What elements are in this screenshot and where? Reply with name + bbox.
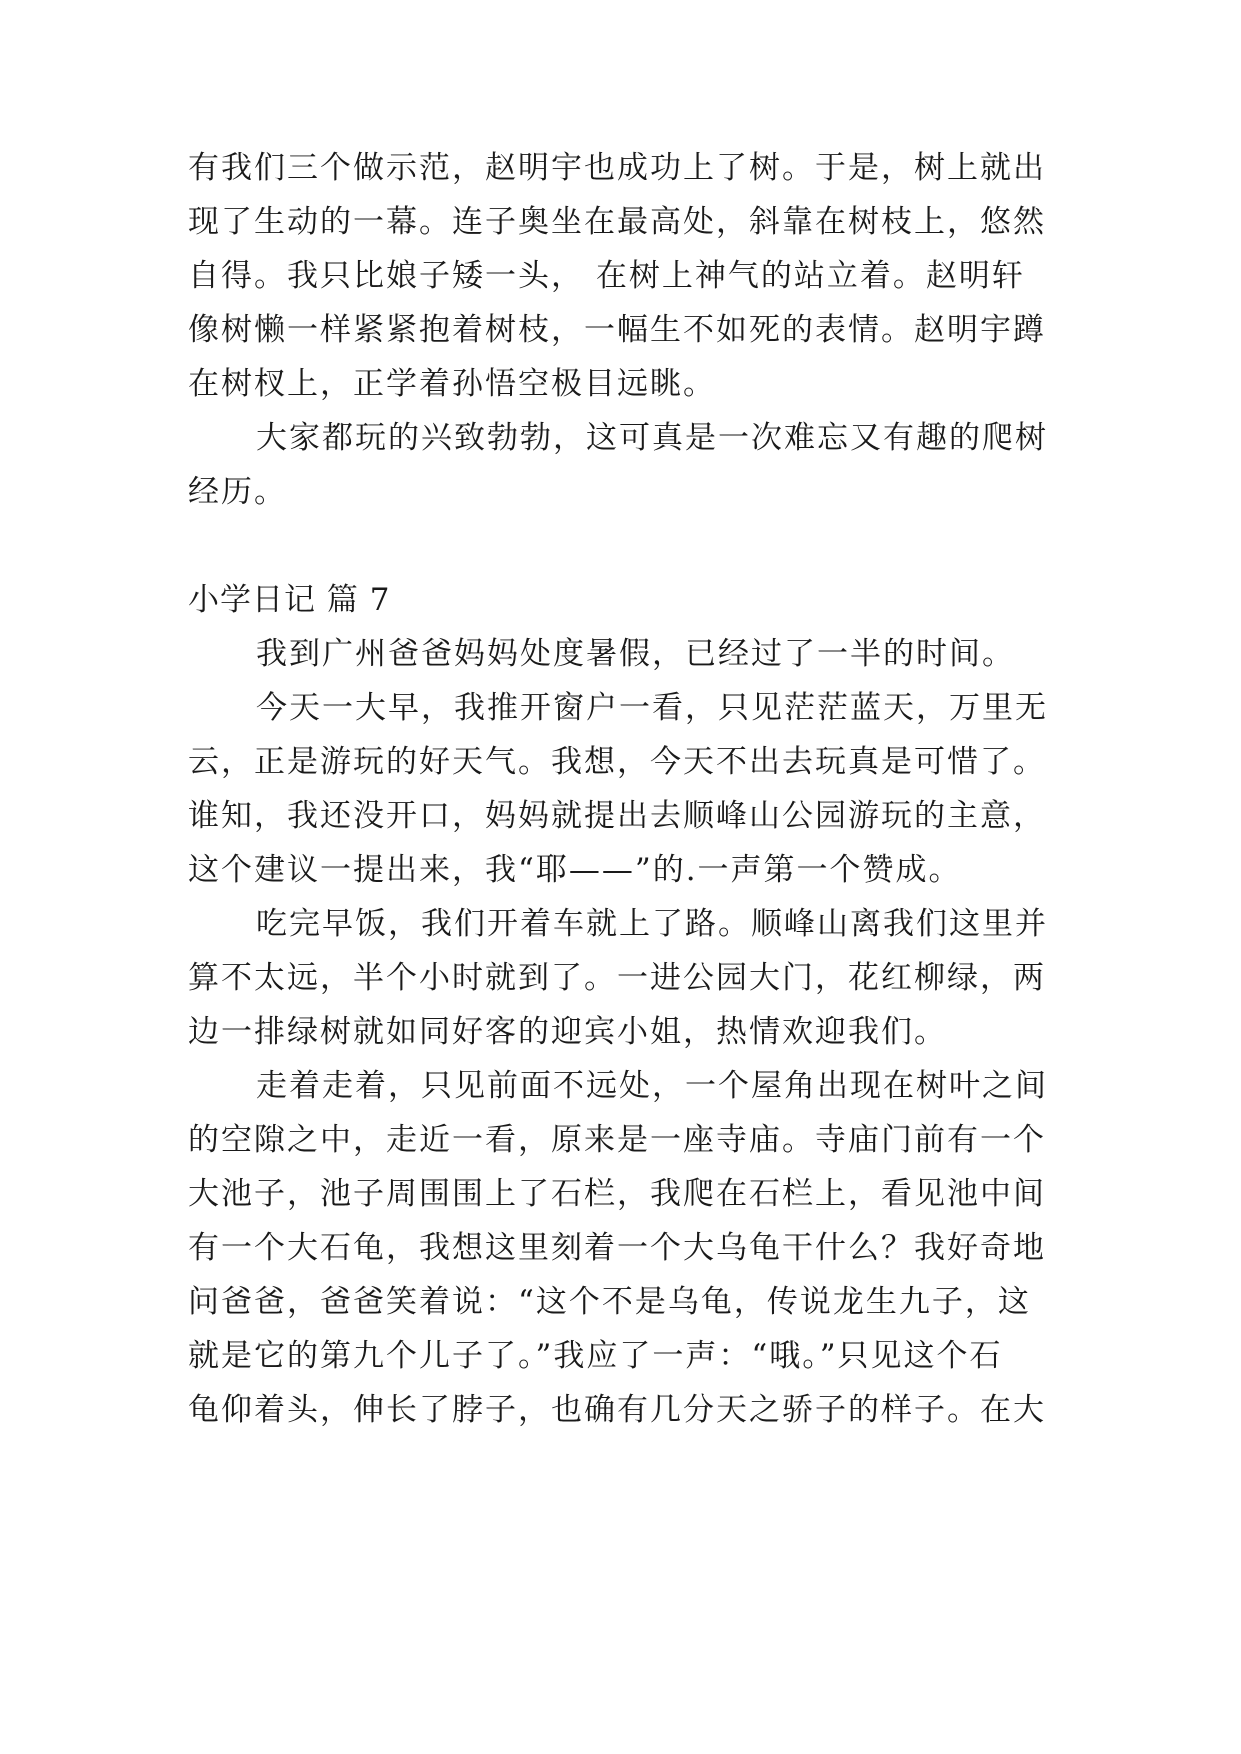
text-line: 的空隙之中，走近一看，原来是一座寺庙。寺庙门前有一个 xyxy=(188,1122,1046,1158)
text-line: 云，正是游玩的好天气。我想，今天不出去玩真是可惜了。 xyxy=(188,744,1046,780)
text-line: 问爸爸，爸爸笑着说：“这个不是乌龟，传说龙生九子，这 xyxy=(188,1284,1031,1320)
text-line: 大池子，池子周围围上了石栏，我爬在石栏上，看见池中间 xyxy=(188,1176,1046,1212)
text-line: 算不太远，半个小时就到了。一进公园大门，花红柳绿，两 xyxy=(188,960,1046,996)
paragraph-start-line: 吃完早饭，我们开着车就上了路。顺峰山离我们这里并 xyxy=(256,906,1048,942)
text-line: 现了生动的一幕。连子奥坐在最高处，斜靠在树枝上，悠然 xyxy=(188,204,1046,240)
text-line: 自得。我只比娘子矮一头， 在树上神气的站立着。赵明轩 xyxy=(188,258,1025,294)
paragraph-start-line: 走着走着，只见前面不远处，一个屋角出现在树叶之间 xyxy=(256,1068,1048,1104)
text-line: 像树懒一样紧紧抱着树枝，一幅生不如死的表情。赵明宇蹲 xyxy=(188,312,1046,348)
text-line: 就是它的第九个儿子了。”我应了一声：“哦。”只见这个石 xyxy=(188,1338,1003,1374)
paragraph-start-line: 我到广州爸爸妈妈处度暑假，已经过了一半的时间。 xyxy=(256,636,1015,672)
text-line: 在树杈上，正学着孙悟空极目远眺。 xyxy=(188,366,716,402)
text-line: 谁知，我还没开口，妈妈就提出去顺峰山公园游玩的主意， xyxy=(188,798,1046,834)
text-line: 有一个大石龟，我想这里刻着一个大乌龟干什么？我好奇地 xyxy=(188,1230,1046,1266)
paragraph-start-line: 今天一大早，我推开窗户一看，只见茫茫蓝天，万里无 xyxy=(256,690,1048,726)
paragraph-start-line: 大家都玩的兴致勃勃，这可真是一次难忘又有趣的爬树 xyxy=(256,420,1048,456)
text-line: 边一排绿树就如同好客的迎宾小姐，热情欢迎我们。 xyxy=(188,1014,947,1050)
text-line: 有我们三个做示范，赵明宇也成功上了树。于是，树上就出 xyxy=(188,150,1046,186)
section-heading: 小学日记 篇 7 xyxy=(188,582,391,618)
text-line: 这个建议一提出来，我“耶——”的.一声第一个赞成。 xyxy=(188,852,962,888)
text-line: 龟仰着头，伸长了脖子，也确有几分天之骄子的样子。在大 xyxy=(188,1392,1046,1428)
text-line: 经历。 xyxy=(188,474,287,510)
